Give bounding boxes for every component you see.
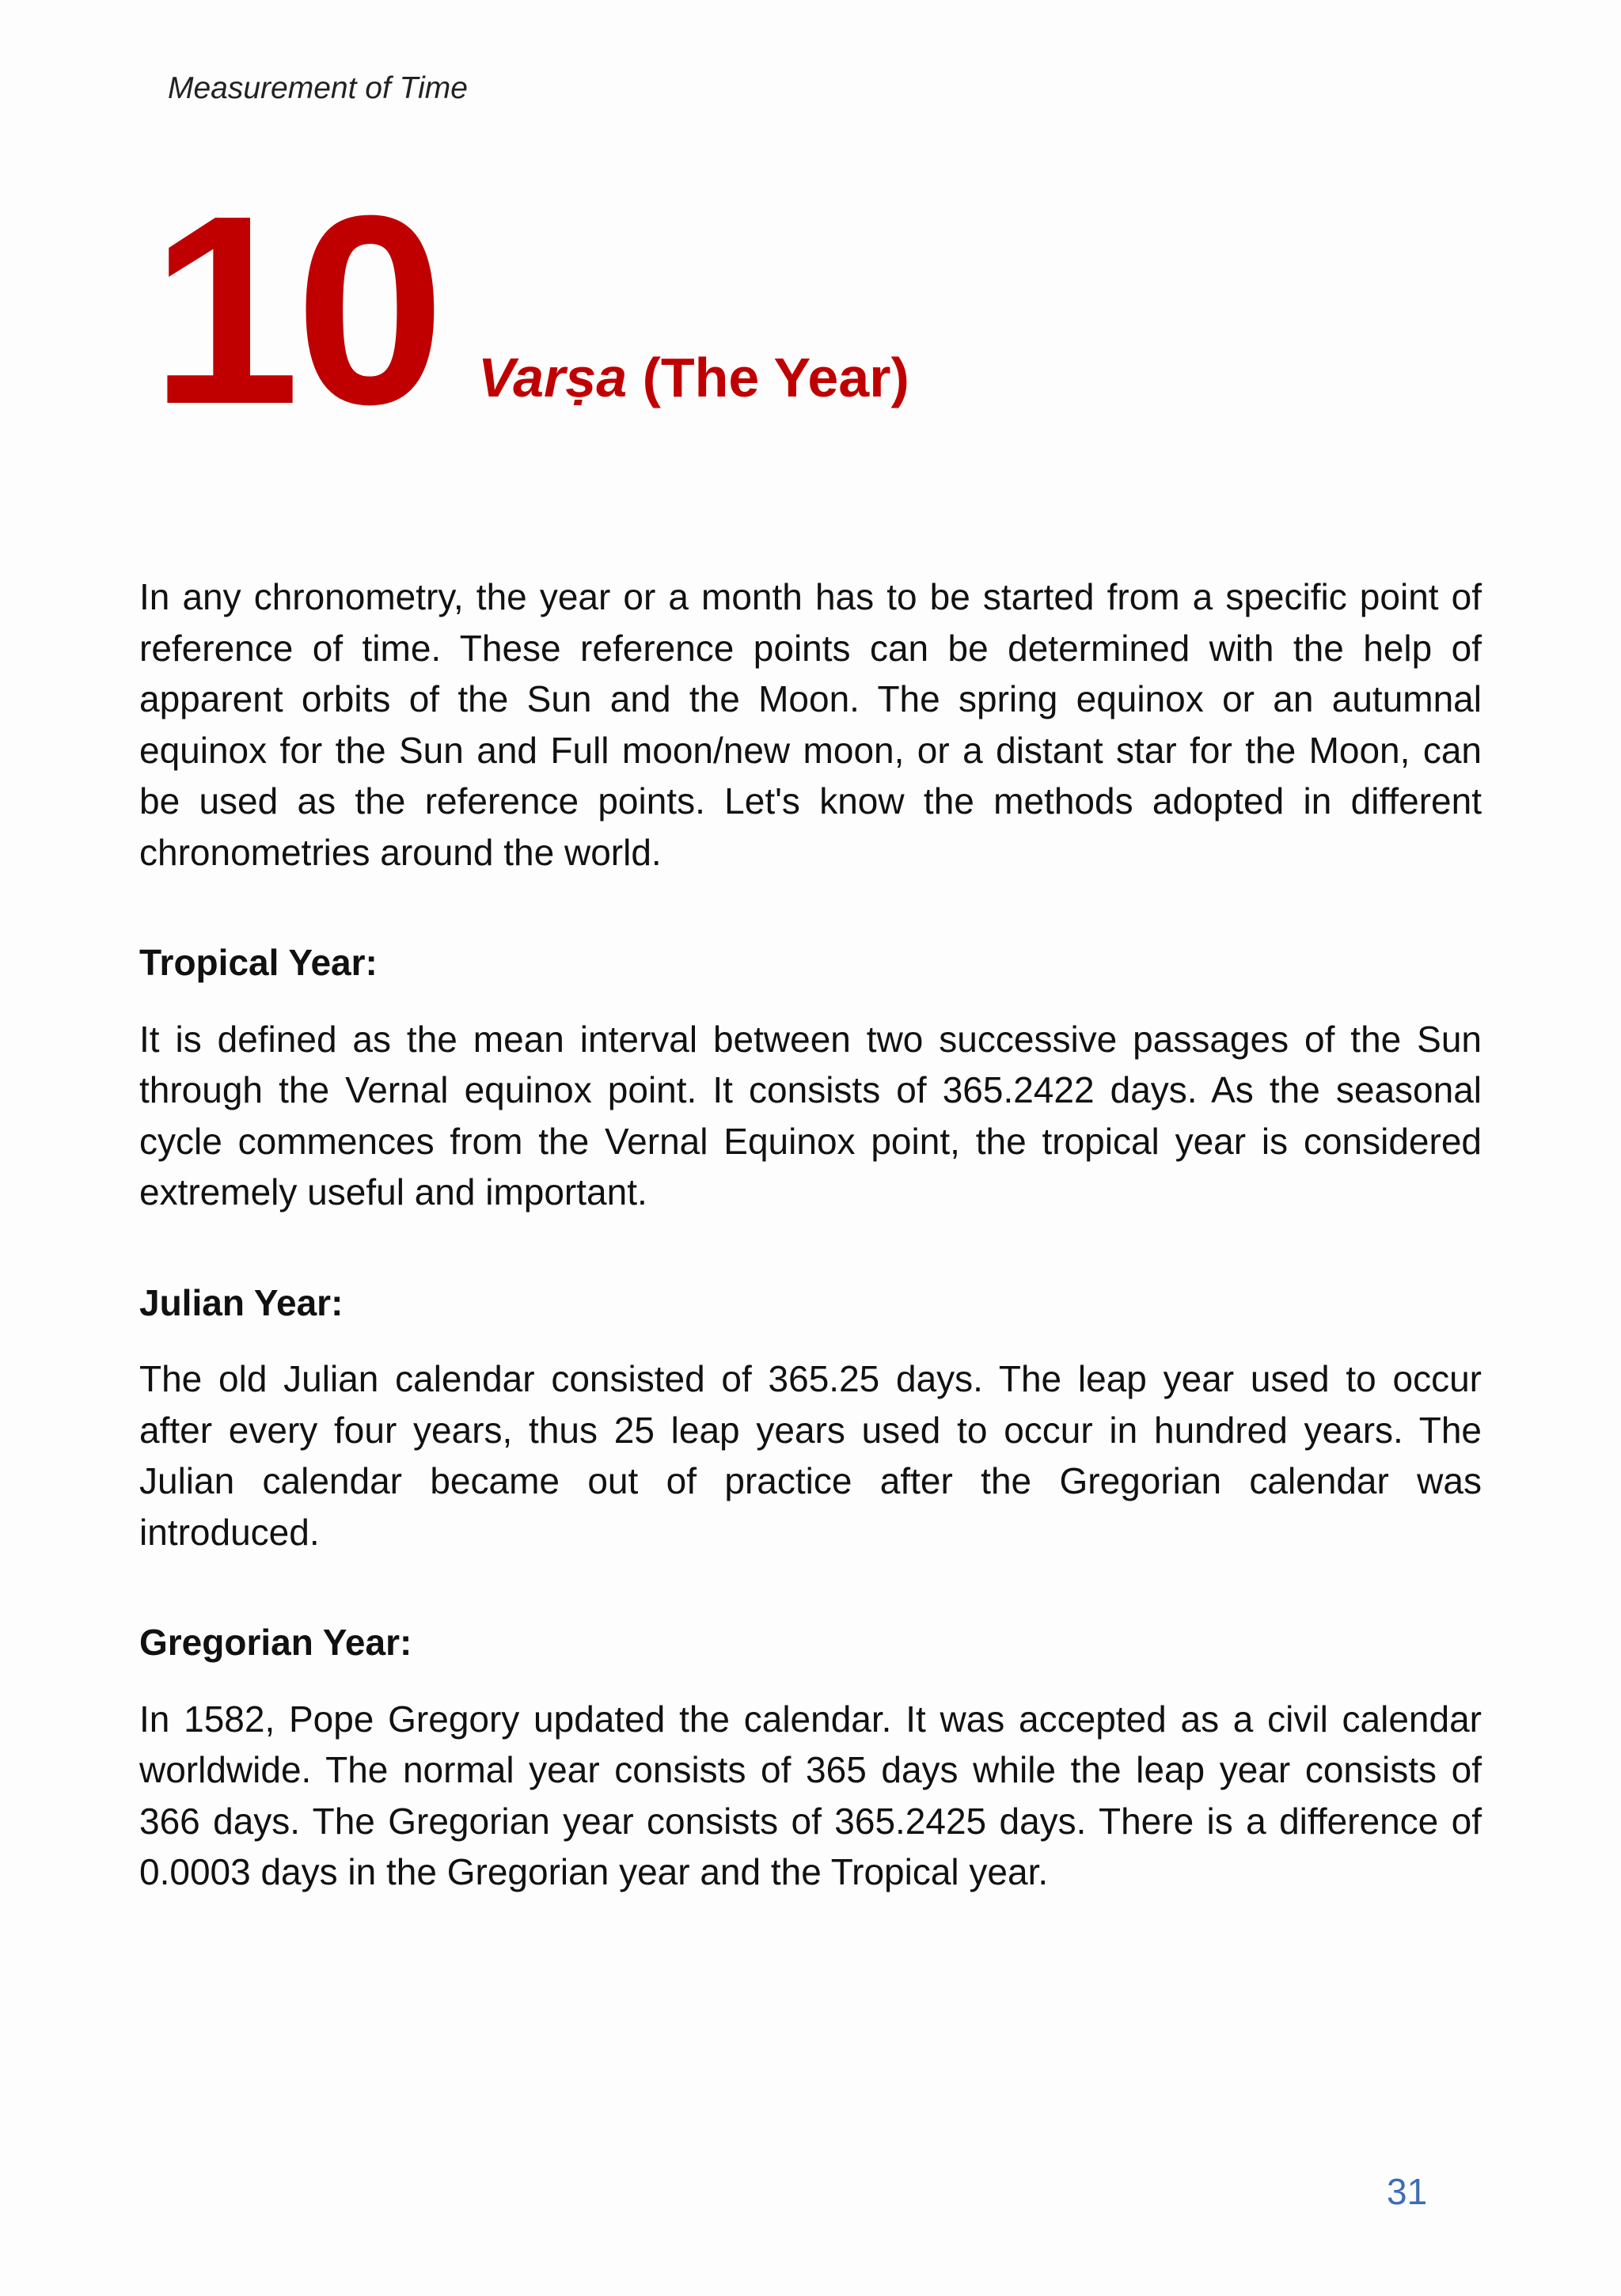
spacer [139, 1668, 1482, 1694]
spacer [139, 878, 1482, 937]
running-header: Measurement of Time [168, 71, 468, 105]
chapter-title [478, 346, 909, 409]
section-body-julian: The old Julian calendar consisted of 365.25 days. The leap year used to occur after every four years, thus 25 leap years used to occur in hundred years. The Julian calendar became out of practice after the Gregorian calendar was introduced. [139, 1358, 1482, 1553]
spacer [139, 1218, 1482, 1277]
chapter-number: 10 [150, 160, 441, 461]
chapter-title-italic: Varṣa [478, 347, 628, 408]
section-heading-gregorian: Gregorian Year: [139, 1622, 412, 1663]
intro-paragraph: In any chronometry, the year or a month has to be started from a specific point of reference of time. These reference points can be determined with the help of apparent orbits of the Sun and the Moon. The spring equinox or an autumnal equinox for the Sun and Full moon/new moon, or a distant star for the Moon, can be used as the reference points. Let's know the methods adopted in different chronometries around the world. [139, 576, 1482, 873]
spacer [139, 989, 1482, 1014]
section-body-tropical: It is defined as the mean interval between two successive passages of the Sun through the Vernal equinox point. It consists of 365.2422 days. As the seasonal cycle commences from the Vernal Equinox point, the tropical year is considered extremely useful and important. [139, 1018, 1482, 1213]
chapter-content [139, 571, 1482, 1898]
section-body-gregorian: In 1582, Pope Gregory updated the calendar. It was accepted as a civil calendar worldwide. The normal year consists of 365 days while the leap year consists of 366 days. The Gregorian year consists of 365.2425 days. There is a difference of 0.0003 days in the Gregorian year and the Tropical year. [139, 1698, 1482, 1892]
page-number: 31 [1387, 2171, 1428, 2212]
chapter-title-rest: (The Year) [627, 347, 909, 408]
section-heading-tropical: Tropical Year: [139, 942, 378, 983]
section-heading-julian: Julian Year: [139, 1281, 344, 1323]
spacer [139, 1328, 1482, 1353]
spacer [139, 1558, 1482, 1617]
